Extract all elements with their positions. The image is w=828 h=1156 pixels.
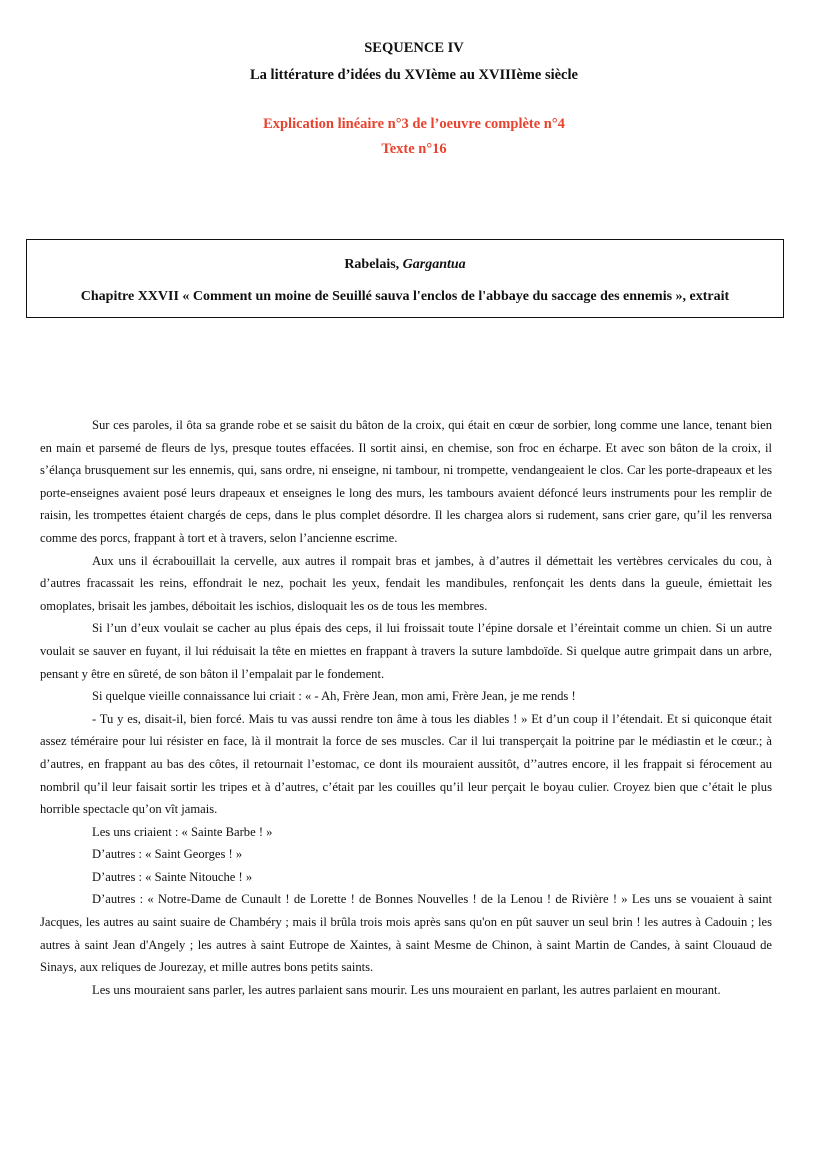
- chapter-title: Chapitre XXVII « Comment un moine de Seuillé sauva l'enclos de l'abbaye du saccage des ennemis », extrait: [80, 289, 730, 304]
- paragraph: D’autres : « Notre-Dame de Cunault ! de Lorette ! de Bonnes Nouvelles ! de la Lenou ! de Rivière ! » Les uns se vouaient à saint Jacques, les autres au saint suaire de Chambéry ; mais il brûla trois mois après sans qu'on en pût sauver un seul brin ! les autres à Cadouin ; les autres à saint Jean d'Angely ; les autres à saint Eutrope de Xaintes, à saint Mesme de Chinon, à saint Martin de Candes, à saint Clouaud de Sinays, aux reliques de Jourezay, et mille autres bons petits saints.: [40, 892, 772, 975]
- work-title: [27, 257, 783, 273]
- sequence-title: SEQUENCE IV: [364, 40, 464, 56]
- paragraph: Les uns criaient : « Sainte Barbe ! »: [92, 824, 273, 839]
- explication-heading: Explication linéaire n°3 de l’oeuvre complète n°4: [263, 116, 565, 132]
- sequence-subtitle: La littérature d’idées du XVIème au XVIIIème siècle: [250, 67, 578, 83]
- paragraph: D’autres : « Saint Georges ! »: [92, 847, 243, 862]
- paragraph: D’autres : « Sainte Nitouche ! »: [92, 869, 253, 884]
- author-name: Rabelais,: [344, 257, 403, 272]
- title-box: [26, 239, 784, 318]
- texte-number: Texte n°16: [381, 141, 447, 157]
- paragraph: Les uns mouraient sans parler, les autres parlaient sans mourir. Les uns mouraient en parlant, les autres parlaient en mourant.: [92, 982, 721, 997]
- paragraph: Si quelque vieille connaissance lui criait : « - Ah, Frère Jean, mon ami, Frère Jean, je me rends !: [92, 689, 576, 704]
- paragraph: - Tu y es, disait-il, bien forcé. Mais tu vas aussi rendre ton âme à tous les diables ! » Et d’un coup il l’étendait. Et si quiconque était assez téméraire pour lui résister en face, là il montrait la force de ses muscles. Car il lui transperçait la poitrine par le médiastin et le cœur.; à d’autres, en frappant au bas des côtes, il retournait l’estomac, ce dont ils mouraient aussitôt, d’’autres encore, il les frappait si férocement au nombril qu’il leur faisait sortir les tripes et à d’autres, c’était par les couilles qu’il leur perçait le boyau culier. Croyez bien que c’était le plus horrible spectacle qu’on vît jamais.: [40, 711, 772, 817]
- paragraph: Sur ces paroles, il ôta sa grande robe et se saisit du bâton de la croix, qui était en cœur de sorbier, long comme une lance, tenant bien en main et parsemé de fleurs de lys, presque toutes effacées. Il sortit ainsi, en chemise, son froc en écharpe. Et avec son bâton de la croix, il s’élança brusquement sur les ennemis, qui, sans ordre, ni enseigne, ni tambour, ni trompette, vendangeaient le clos. Car les porte-drapeaux et les porte-enseignes avaient posé leurs drapeaux et enseignes le long des murs, les tambours avaient défoncé leurs instruments pour les remplir de raisin, les trompettes étaient chargés de ceps, dans le plus complet désordre. Il les chargea alors si rudement, sans crier gare, qu’il les renversa comme des porcs, frappant à tort et à travers, selon l’ancienne escrime.: [40, 418, 772, 545]
- text-body: [40, 414, 772, 1001]
- work-name: Gargantua: [402, 257, 466, 272]
- paragraph: Aux uns il écrabouillait la cervelle, aux autres il rompait bras et jambes, à d’autres il démettait les vertèbres cervicales du cou, à d’autres fracassait les reins, effondrait le nez, pochait les yeux, fendait les mandibules, renfonçait les dents dans la gueule, émiettait les omoplates, brisait les jambes, déboitait les ischios, disloquait les os de tous les membres.: [40, 553, 772, 613]
- paragraph: Si l’un d’eux voulait se cacher au plus épais des ceps, il lui froissait toute l’épine dorsale et l’éreintait comme un chien. Si un autre voulait se sauver en fuyant, il lui réduisait la tête en miettes en frappant à travers la suture lambdoïde. Si quelque autre grimpait dans un arbre, pensant y être en sûreté, de son bâton il l’empalait par le fondement.: [40, 621, 772, 681]
